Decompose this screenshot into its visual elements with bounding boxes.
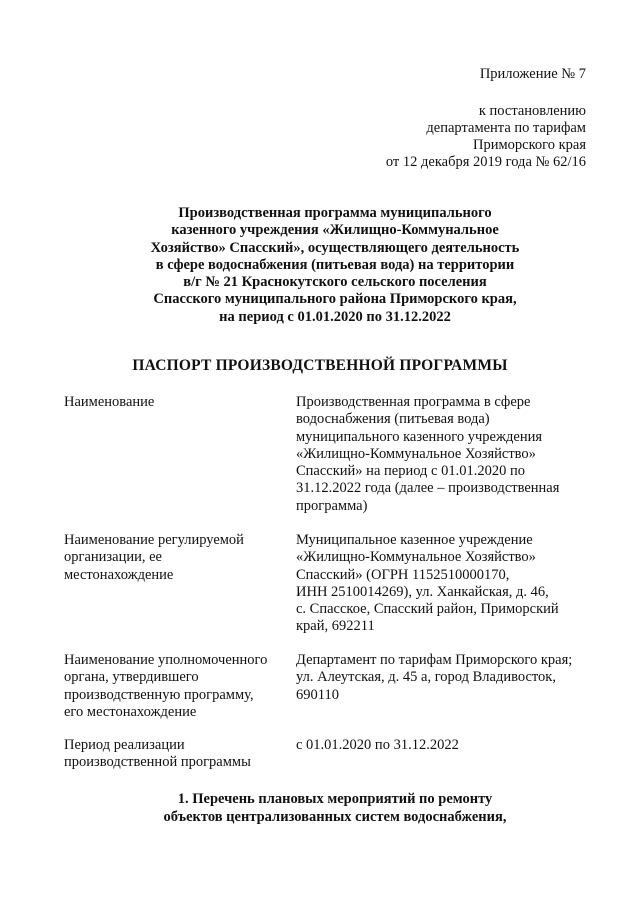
value-line: Производственная программа в сфере [296, 394, 531, 410]
label-line: органа, утвердившего [64, 669, 199, 686]
document-title [95, 205, 575, 326]
value-line: Департамент по тарифам Приморского края; [296, 652, 573, 668]
value-line: ул. Алеутская, д. 45 а, город Владивосток, [296, 669, 556, 686]
title-line: на период с 01.01.2020 по 31.12.2022 [219, 308, 451, 325]
appendix-number: Приложение № 7 [479, 66, 586, 82]
section-title-line: 1. Перечень плановых мероприятий по ремонту [177, 791, 493, 807]
label-line: его местонахождение [64, 703, 197, 720]
title-line: в сфере водоснабжения (питьевая вода) на территории [155, 256, 515, 273]
value-line: Спасский» (ОГРН 1152510000170, [296, 566, 510, 583]
title-line: Хозяйство» Спасский», осуществляющего деятельность [150, 239, 520, 256]
row-value [296, 652, 596, 704]
appendix-line: к постановлению [478, 103, 586, 119]
section-title-line: объектов централизованных систем водоснабжения, [163, 808, 507, 825]
appendix-line: департамента по тарифам [426, 120, 586, 136]
value-line: 690110 [296, 686, 339, 703]
label-line: Наименование уполномоченного [64, 652, 268, 668]
title-line: в/г № 21 Краснокутского сельского поселения [183, 274, 487, 291]
row-value [296, 737, 596, 754]
value-line: водоснабжения (питьевая вода) [296, 411, 490, 428]
row-value [296, 532, 596, 636]
value-line: «Жилищно-Коммунальное Хозяйство» [296, 445, 536, 462]
value-line: ИНН 2510014269), ул. Ханкайская, д. 46, [296, 583, 549, 600]
appendix-line: от 12 декабря 2019 года № 62/16 [385, 154, 586, 170]
label-line: Наименование [64, 394, 155, 410]
value-line: Муниципальное казенное учреждение [296, 532, 533, 548]
value-line: с. Спасское, Спасский район, Приморский [296, 601, 559, 618]
value-line: 31.12.2022 года (далее – производственная [296, 480, 560, 497]
value-line: программа) [296, 497, 368, 514]
value-line: Спасский» на период с 01.01.2020 по [296, 463, 525, 480]
appendix-line: Приморского края [472, 137, 586, 153]
label-line: производственную программу, [64, 686, 254, 703]
label-line: Наименование регулируемой [64, 532, 244, 548]
value-line: муниципального казенного учреждения [296, 428, 543, 445]
label-line: организации, ее [64, 549, 162, 566]
label-line: Период реализации [64, 737, 185, 753]
value-line: край, 692211 [296, 618, 375, 635]
label-line: производственной программы [64, 754, 251, 771]
label-line: местонахождение [64, 566, 174, 583]
title-line: Спасского муниципального района Приморского края, [153, 291, 517, 308]
title-line: казенного учреждения «Жилищно-Коммунальное [171, 222, 499, 239]
title-line: Производственная программа муниципального [178, 205, 492, 221]
row-label [64, 532, 286, 584]
value-line: «Жилищно-Коммунальное Хозяйство» [296, 549, 536, 566]
row-label [64, 737, 286, 772]
section-1-heading [95, 791, 575, 826]
value-line: с 01.01.2020 по 31.12.2022 [296, 737, 459, 753]
appendix-block [346, 66, 586, 171]
row-label [64, 652, 286, 721]
row-value [296, 394, 596, 515]
passport-heading: ПАСПОРТ ПРОИЗВОДСТВЕННОЙ ПРОГРАММЫ [132, 357, 508, 374]
row-label [64, 394, 286, 411]
